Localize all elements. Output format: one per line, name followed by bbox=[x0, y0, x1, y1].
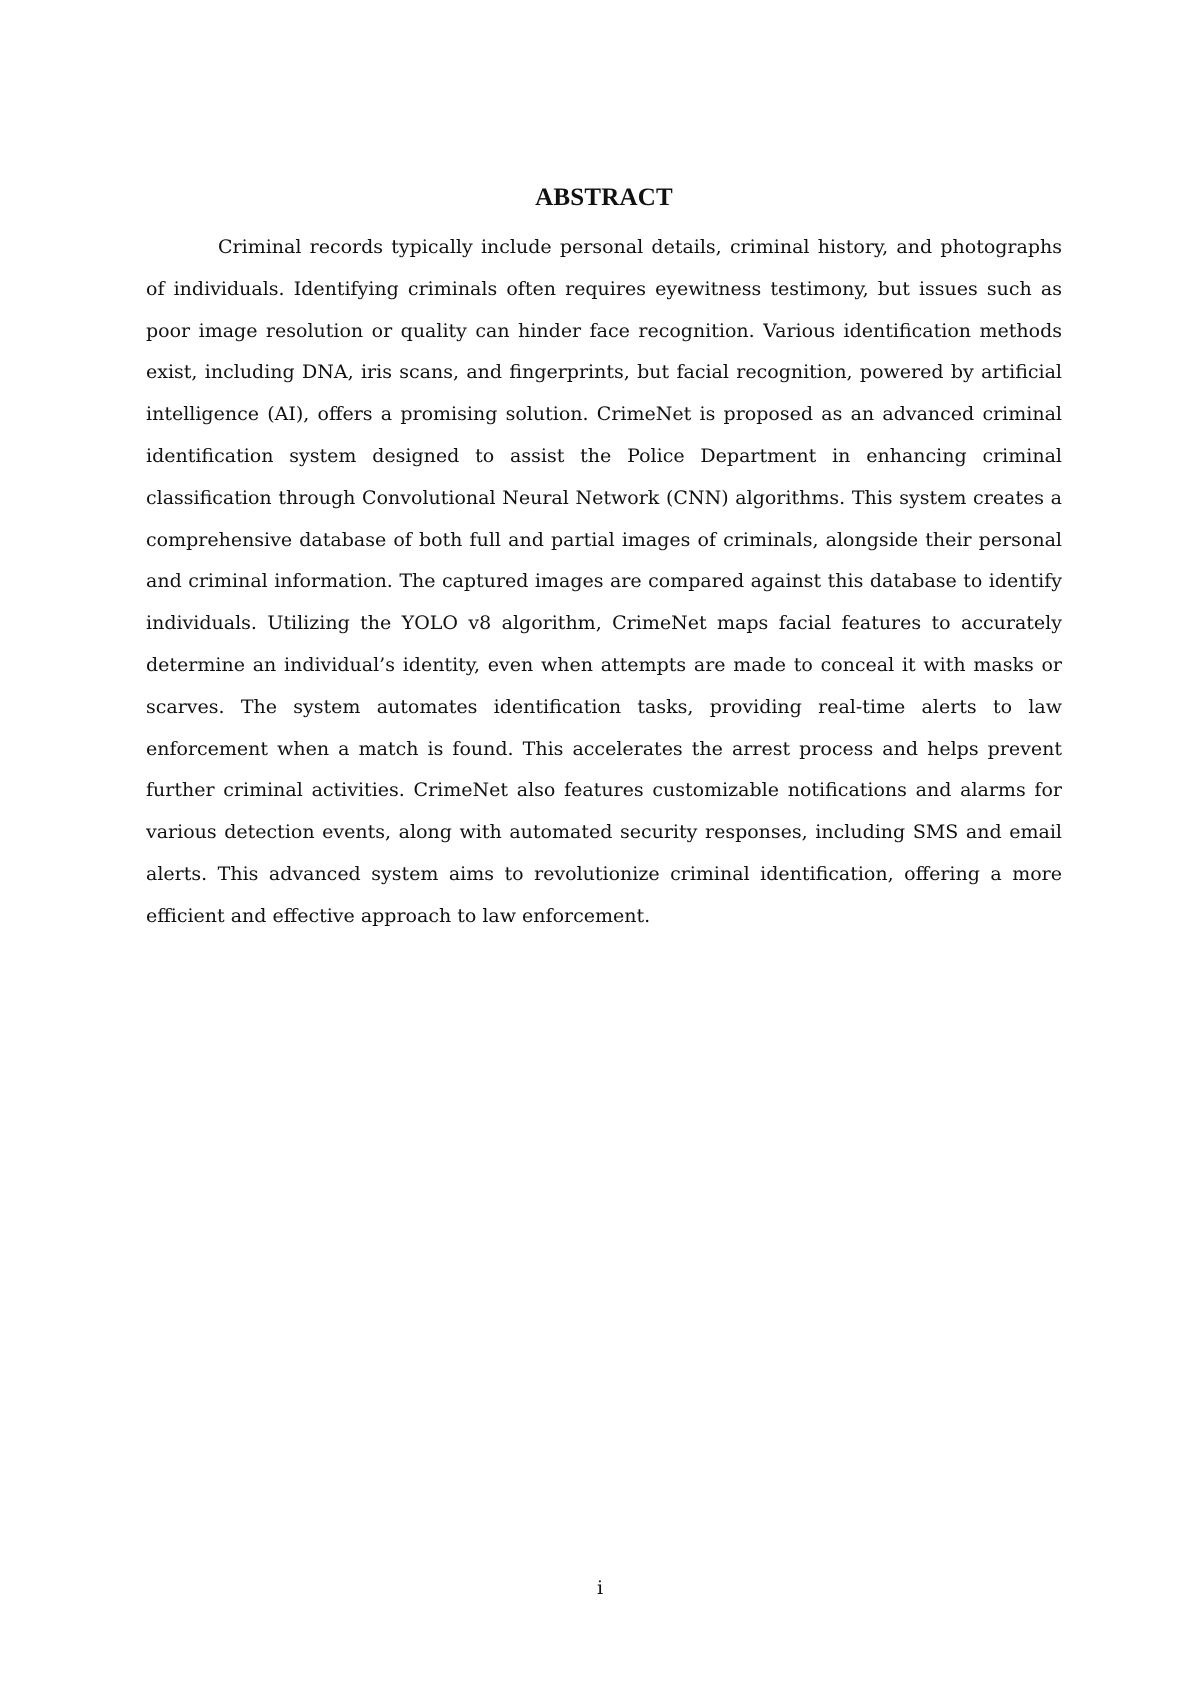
abstract-section bbox=[146, 182, 1062, 938]
page-title: ABSTRACT bbox=[535, 184, 673, 211]
page-number: i bbox=[596, 1577, 604, 1599]
abstract-paragraph: Criminal records typically include personal details, criminal history, and photographs of individuals. Identifying criminals often requires eyewitness testimony, but issues such as poor image resolution or quality can hinder face recognition. Various identification methods exist, including DNA, iris scans, and fingerprints, but facial recognition, powered by artificial intelligence (AI), offers a promising solution. CrimeNet is proposed as an advanced criminal identification system designed to assist the Police Department in enhancing criminal classification through Convolutional Neural Network (CNN) algorithms. This system creates a comprehensive database of both full and partial images of criminals, alongside their personal and criminal information. The captured images are compared against this database to identify individuals. Utilizing the YOLO v8 algorithm, CrimeNet maps facial features to accurately determine an individual’s identity, even when attempts are made to conceal it with masks or scarves. The system automates identification tasks, providing real-time alerts to law enforcement when a match is found. This accelerates the arrest process and helps prevent further criminal activities. CrimeNet also features customizable notifications and alarms for various detection events, along with automated security responses, including SMS and email alerts. This advanced system aims to revolutionize criminal identification, offering a more efficient and effective approach to law enforcement. bbox=[146, 236, 1062, 927]
